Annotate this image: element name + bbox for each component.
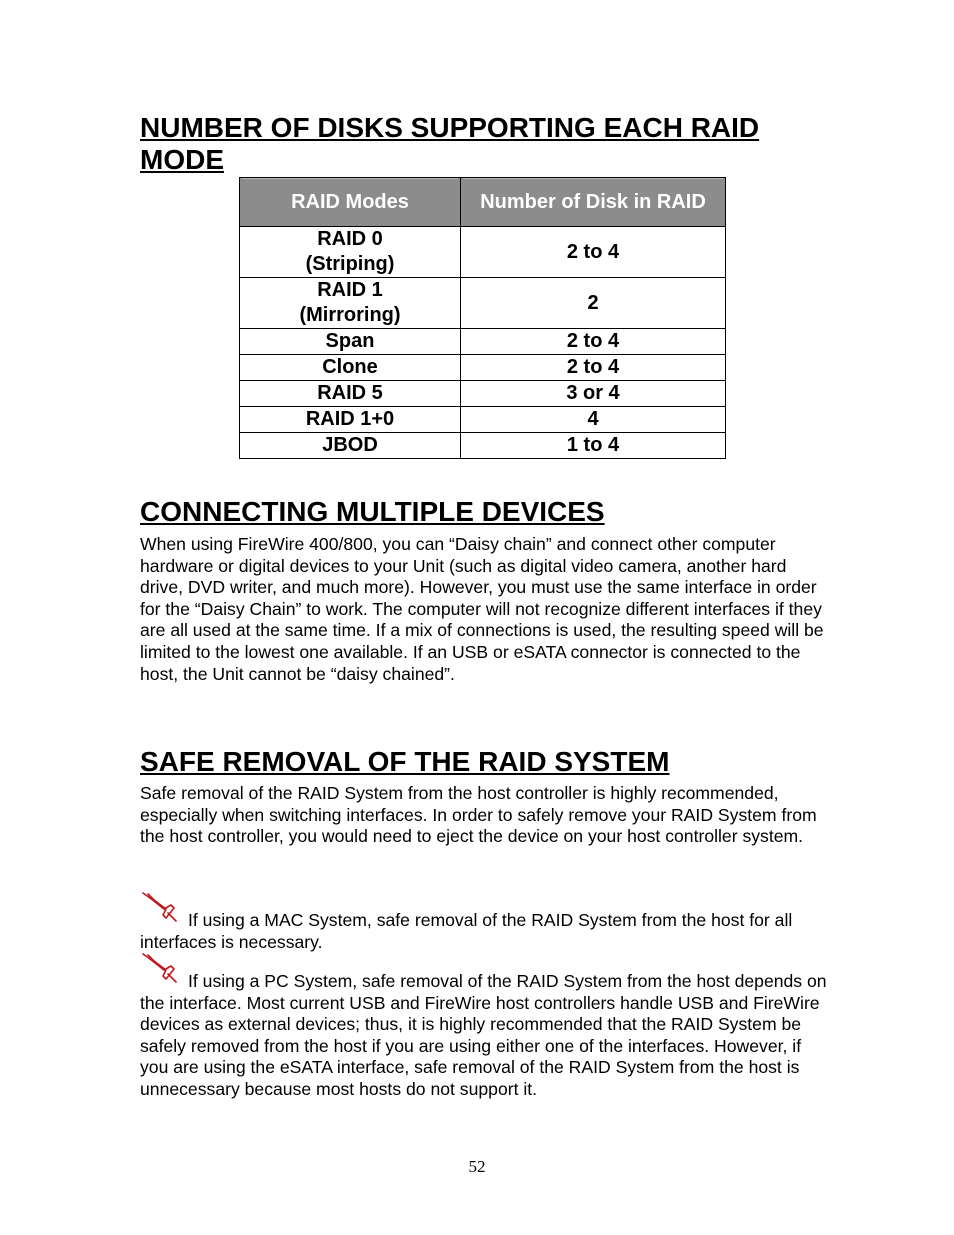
column-header-raid-modes: RAID Modes	[240, 178, 461, 227]
paragraph-connecting-devices: When using FireWire 400/800, you can “Daisy chain” and connect other computer hardware or digital devices to your Unit (such as digital video camera, another hard drive, DVD writer, and much more). However, you must use the same interface in order for the “Daisy Chain” to work. The computer will not recognize different interfaces if they are all used at the same time. If a mix of connections is used, the resulting speed will be limited to the lowest one available. If an USB or eSATA connector is connected to the host, the Unit cannot be “daisy chained”.	[140, 534, 824, 684]
heading-disks-per-raid-mode: NUMBER OF DISKS SUPPORTING EACH RAID MODE	[140, 112, 760, 175]
raid-modes-table	[239, 177, 726, 459]
disk-count-cell: 2 to 4	[461, 227, 726, 278]
disk-count-cell: 4	[461, 407, 726, 433]
table-row	[240, 227, 726, 278]
raid-mode-cell: RAID 1 (Mirroring)	[240, 278, 461, 329]
table-row	[240, 278, 726, 329]
raid-mode-cell: Span	[240, 329, 461, 355]
table-row	[240, 407, 726, 433]
note-text: If using a PC System, safe removal of the RAID System from the host depends on the interface. Most current USB and FireWire host controllers handle USB and FireWire devices as external devices; thus, it is highly recommended that the RAID System be safely removed from the host if you are using either one of the interfaces. However, if you are using the eSATA interface, safe removal of the RAID System from the host is unnecessary because most hosts do not support it.	[140, 971, 827, 1099]
heading-connecting-multiple-devices: CONNECTING MULTIPLE DEVICES	[140, 496, 605, 527]
raid-mode-cell: RAID 5	[240, 381, 461, 407]
note-mac-system	[140, 910, 830, 953]
table-row	[240, 355, 726, 381]
raid-mode-cell: JBOD	[240, 433, 461, 459]
note-pc-system	[140, 971, 830, 1101]
pushpin-icon	[140, 890, 180, 924]
column-header-disk-count: Number of Disk in RAID	[461, 178, 726, 227]
disk-count-cell: 1 to 4	[461, 433, 726, 459]
pushpin-icon	[140, 951, 180, 985]
paragraph-safe-removal: Safe removal of the RAID System from the host controller is highly recommended, especially when switching interfaces. In order to safely remove your RAID System from the host controller, you would need to eject the device on your host controller system.	[140, 783, 817, 847]
disk-count-cell: 3 or 4	[461, 381, 726, 407]
table-row	[240, 381, 726, 407]
raid-mode-cell: RAID 0 (Striping)	[240, 227, 461, 278]
raid-mode-cell: RAID 1+0	[240, 407, 461, 433]
disk-count-cell: 2 to 4	[461, 355, 726, 381]
raid-mode-cell: Clone	[240, 355, 461, 381]
page-number: 52	[468, 1157, 486, 1176]
note-text: If using a MAC System, safe removal of the RAID System from the host for all interfaces is necessary.	[140, 910, 793, 952]
table-header-row	[240, 178, 726, 227]
table-row	[240, 329, 726, 355]
heading-safe-removal: SAFE REMOVAL OF THE RAID SYSTEM	[140, 746, 670, 777]
table-row	[240, 433, 726, 459]
disk-count-cell: 2 to 4	[461, 329, 726, 355]
disk-count-cell: 2	[461, 278, 726, 329]
